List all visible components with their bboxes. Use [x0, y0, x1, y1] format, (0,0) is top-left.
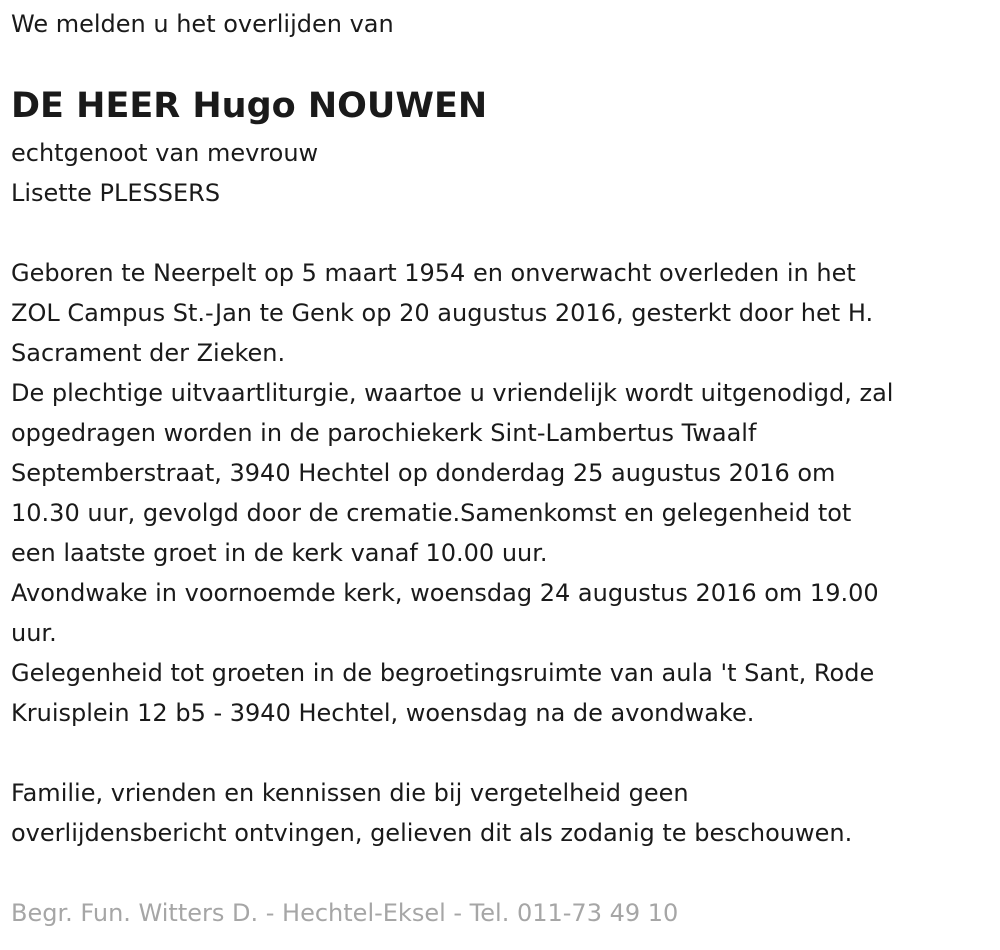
- body-line: De plechtige uitvaartliturgie, waartoe u vriendelijk wordt uitgenodigd, zal: [11, 379, 894, 407]
- body-line: ZOL Campus St.-Jan te Genk op 20 augustus 2016, gesterkt door het H.: [11, 299, 874, 327]
- spouse-line: echtgenoot van mevrouw: [11, 139, 319, 167]
- intro-text: We melden u het overlijden van: [11, 10, 394, 38]
- body-line: 10.30 uur, gevolgd door de crematie.Samenkomst en gelegenheid tot: [11, 499, 852, 527]
- body-line: opgedragen worden in de parochiekerk Sint-Lambertus Twaalf: [11, 419, 757, 447]
- closing-block: [11, 773, 852, 853]
- deceased-name: DE HEER Hugo NOUWEN: [11, 86, 488, 126]
- body-line: Kruisplein 12 b5 - 3940 Hechtel, woensdag na de avondwake.: [11, 699, 755, 727]
- closing-line: Familie, vrienden en kennissen die bij vergetelheid geen: [11, 779, 689, 807]
- funeral-home-footer: Begr. Fun. Witters D. - Hechtel-Eksel - Tel. 011-73 49 10: [11, 899, 679, 927]
- body-line: Gelegenheid tot groeten in de begroetingsruimte van aula 't Sant, Rode: [11, 659, 875, 687]
- body-line: Geboren te Neerpelt op 5 maart 1954 en onverwacht overleden in het: [11, 259, 856, 287]
- body-line: Septemberstraat, 3940 Hechtel op donderdag 25 augustus 2016 om: [11, 459, 836, 487]
- notice-body: [11, 253, 893, 733]
- spouse-name: Lisette PLESSERS: [11, 179, 221, 207]
- closing-line: overlijdensbericht ontvingen, gelieven dit als zodanig te beschouwen.: [11, 819, 853, 847]
- body-line: Sacrament der Zieken.: [11, 339, 286, 367]
- spouse-block: [11, 133, 318, 213]
- body-line: uur.: [11, 619, 57, 647]
- body-line: een laatste groet in de kerk vanaf 10.00 uur.: [11, 539, 548, 567]
- body-line: Avondwake in voornoemde kerk, woensdag 24 augustus 2016 om 19.00: [11, 579, 879, 607]
